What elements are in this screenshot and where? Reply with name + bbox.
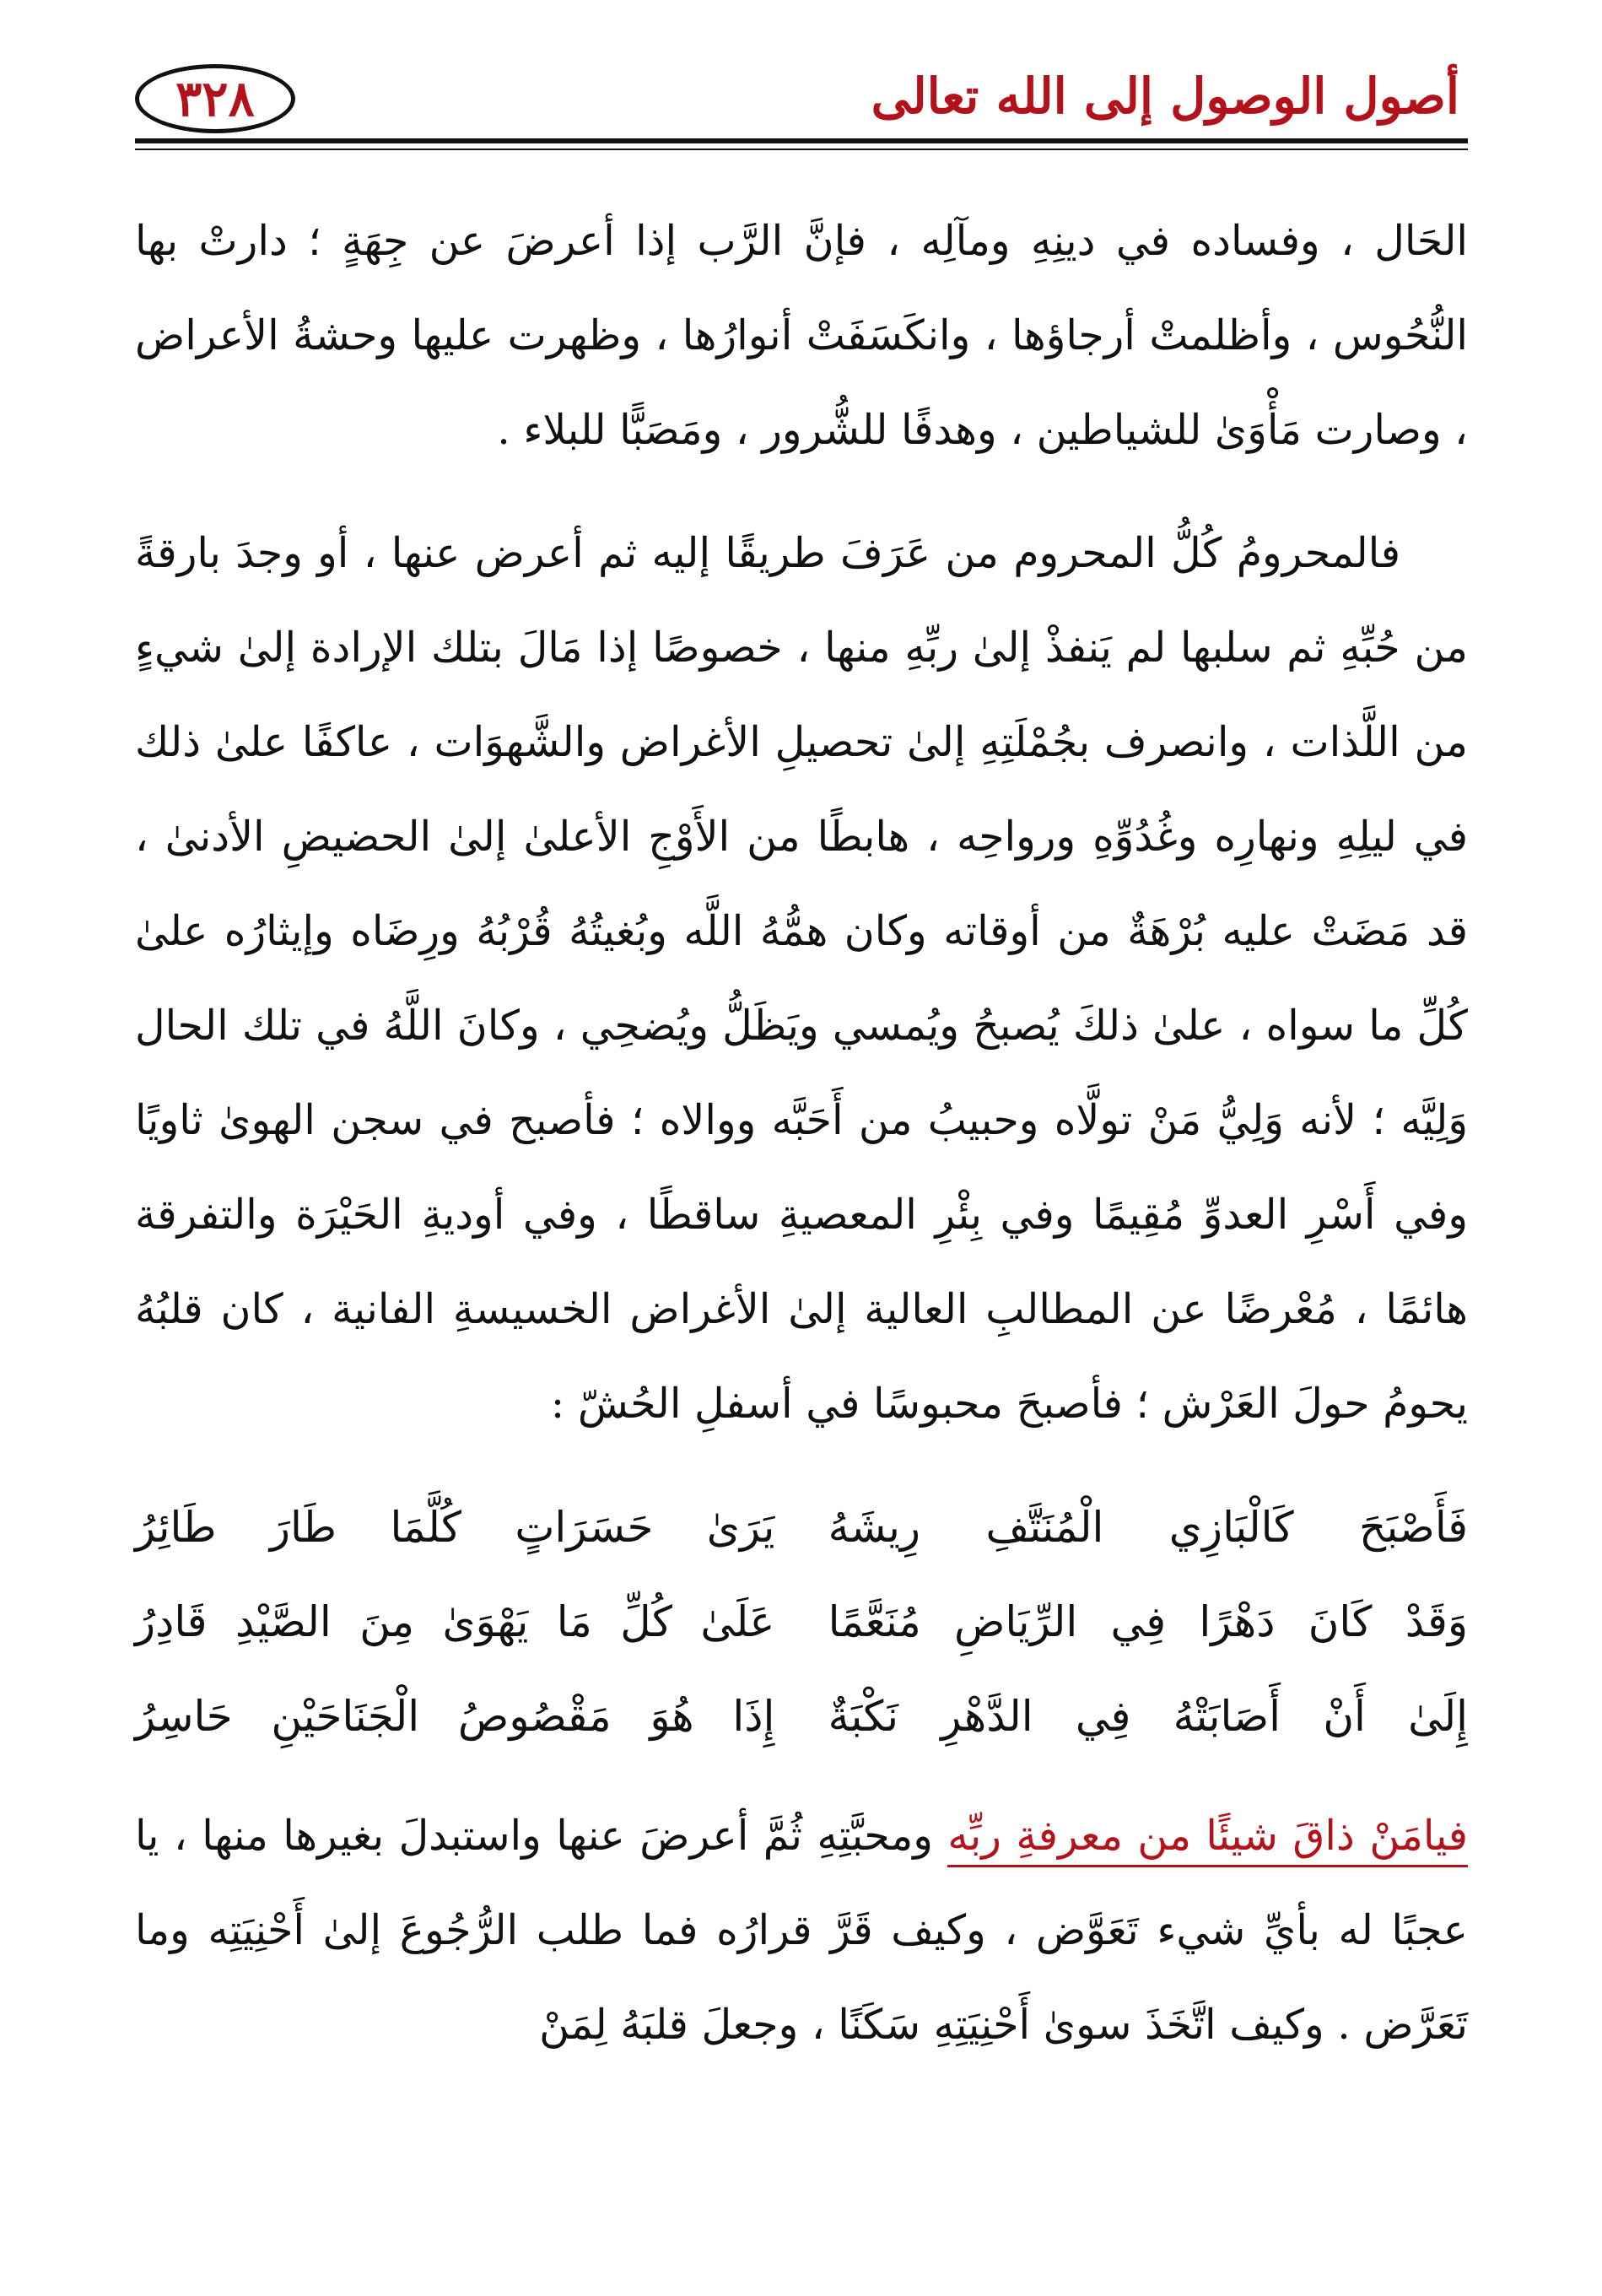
verse-line [135,1575,1468,1669]
verse-line [135,1480,1468,1575]
verse-first-hemistich: إِلَىٰ أَنْ أَصَابَتْهُ فِي الدَّهْرِ نَكْبَةٌ [828,1692,1468,1741]
verse-second-hemistich: إِذَا هُوَ مَقْصُوصُ الْجَنَاحَيْنِ حَاسِرُ [135,1692,775,1741]
page-body [135,194,1468,2072]
paragraph-2: فالمحرومُ كُلُّ المحروم من عَرَفَ طريقًا إليه ثم أعرض عنها ، أو وجدَ بارقةً من حُبِّهِ ثم سلبها لم يَنفذْ إلىٰ ربِّهِ منها ، خصوصًا إذا مَالَ بتلك الإرادة إلىٰ شيءٍ من اللَّذات ، وانصرف بجُمْلَتِهِ إلىٰ تحصيلِ الأغراض والشَّهوَات ، عاكفًا علىٰ ذلك في ليلِهِ ونهارِه وغُدُوِّهِ ورواحِه ، هابطًا من الأَوْجِ الأعلىٰ إلىٰ الحضيضِ الأدنىٰ ، قد مَضَتْ عليه بُرْهَةٌ من أوقاته وكان همُّهُ اللَّه وبُغيتُهُ قُرْبُهُ ورِضَاه وإيثارُه علىٰ كُلِّ ما سواه ، علىٰ ذلكَ يُصبحُ ويُمسي ويَظَلُّ ويُضحِي ، وكانَ اللَّهُ في تلك الحال وَلِيَّه ؛ لأنه وَلِيُّ مَنْ تولَّاه وحبيبُ من أَحَبَّه ووالاه ؛ فأصبح في سجن الهوىٰ ثاويًا وفي أَسْرِ العدوِّ مُقِيمًا وفي بِئْرِ المعصيةِ ساقطًا ، وفي أوديةِ الحَيْرَة والتفرقة هائمًا ، مُعْرضًا عن المطالبِ العالية إلىٰ الأغراض الخسيسةِ الفانية ، كان قلبُهُ يحومُ حولَ العَرْش ؛ فأصبحَ محبوسًا في أسفلِ الحُشّ : [135,529,1468,1428]
highlighted-phrase: فيامَنْ ذاقَ شيئًا من معرفةِ ربِّه [947,1812,1468,1867]
poem-block [135,1480,1468,1764]
verse-first-hemistich: وَقَدْ كَانَ دَهْرًا فِي الرِّيَاضِ مُنَعَّمًا [828,1597,1468,1646]
paragraph-1: الحَال ، وفساده في دينِهِ ومآلِه ، فإنَّ الرَّب إذا أعرضَ عن جِهَةٍ ؛ دارتْ بها النُّحُوس ، وأظلمتْ أرجاؤها ، وانكَسَفَتْ أنوارُها ، وظهرت عليها وحشةُ الأعراض ، وصارت مَأْوَىٰ للشياطين ، وهدفًا للشُّرور ، ومَصَبًّا للبلاء . [135,217,1468,454]
verse-second-hemistich: يَرَىٰ حَسَرَاتٍ كُلَّمَا طَارَ طَائِرُ [135,1503,775,1552]
page-header [135,59,1468,152]
book-page [135,59,1468,2253]
paragraph-3 [135,1789,1468,2072]
paragraph-3-text: ومحبَّتِهِ ثُمَّ أعرضَ عنها واستبدلَ بغيرها منها ، يا عجبًا له بأيِّ شيء تَعَوَّض ، وكيف قَرَّ قرارُه فما طلب الرُّجُوعَ إلىٰ أَحْنِيَتِه وما تَعَرَّض . وكيف اتَّخَذَ سوىٰ أَحْنِيَتِهِ سَكَنًا ، وجعلَ قلبَهُ لِمَنْ [135,1812,1468,2049]
header-rule-thick [135,138,1468,143]
running-title: أصول الوصول إلى الله تعالى [871,68,1459,125]
verse-line [135,1669,1468,1764]
header-rule-thin [135,149,1468,150]
verse-second-hemistich: عَلَىٰ كُلِّ مَا يَهْوَىٰ مِنَ الصَّيْدِ قَادِرُ [135,1597,775,1646]
verse-first-hemistich: فَأَصْبَحَ كَالْبَازِي الْمُنَتَّفِ رِيشَهُ [828,1503,1468,1552]
page-number-badge: ٣٢٨ [135,64,295,133]
